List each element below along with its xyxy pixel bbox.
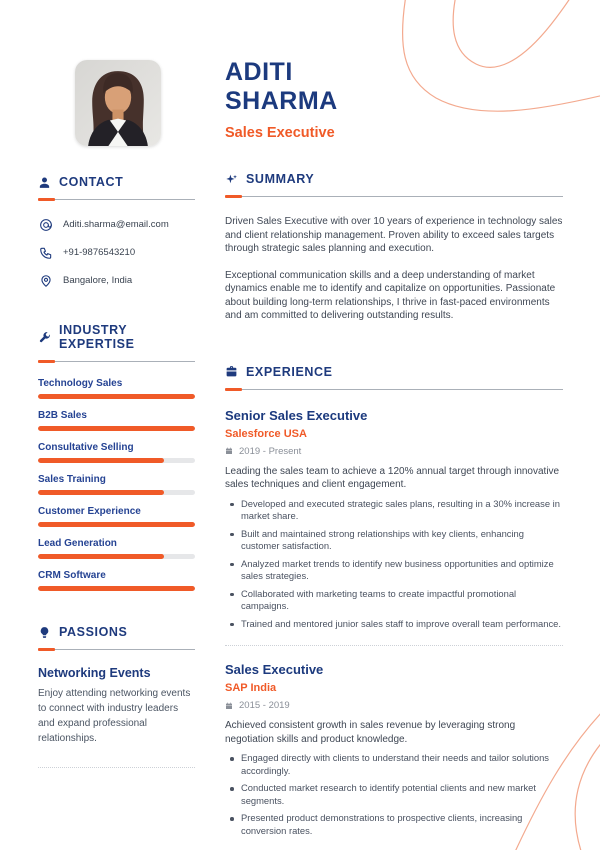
summary-paragraph: Exceptional communication skills and a deep understanding of market dynamics enable me to identify and capitalize on opportunities. Passionate about building long-term relationships, I thrive in fast-paced environments and am committed to delivering outstanding results. (225, 269, 556, 321)
dotted-separator (38, 767, 195, 768)
job-bullet: Built and maintained strong relationships with key clients, enhancing customer satisfaction. (225, 528, 563, 553)
skill-item (38, 378, 195, 399)
briefcase-icon (225, 365, 238, 378)
job-bullet: Engaged directly with clients to understand their needs and tailor solutions accordingly. (225, 752, 563, 777)
candidate-name-line2: SHARMA (225, 87, 338, 115)
skill-label: Sales Training (38, 474, 106, 485)
passion-title: Networking Events (38, 666, 151, 680)
contact-list (38, 217, 195, 288)
skill-bar-fill (38, 458, 164, 463)
skill-bar-track (38, 586, 195, 591)
skill-bar-fill (38, 554, 164, 559)
job-description: Leading the sales team to achieve a 120% annual target through innovative sales techniques and client engagement. (225, 465, 560, 490)
job-company: SAP India (225, 682, 277, 694)
calendar-icon (225, 447, 233, 455)
job-dates: 2019 - Present (239, 445, 302, 457)
contact-location-row (38, 273, 195, 288)
section-title: CONTACT (59, 175, 124, 189)
contact-email-row (38, 217, 195, 232)
skill-label: Consultative Selling (38, 442, 134, 453)
candidate-title: Sales Executive (225, 125, 335, 141)
skill-item (38, 474, 195, 495)
job-dates: 2015 - 2019 (239, 700, 290, 711)
contact-email-value: Aditi.sharma@email.com (63, 219, 169, 230)
skill-label: B2B Sales (38, 410, 87, 421)
section-title: EXPERIENCE (246, 364, 333, 379)
section-divider (225, 388, 563, 391)
skill-label: Lead Generation (38, 538, 117, 549)
job-bullet: Collaborated with marketing teams to create impactful promotional campaigns. (225, 588, 563, 613)
expertise-section (38, 323, 195, 591)
user-icon (38, 176, 51, 189)
section-divider (225, 195, 563, 198)
job-bullet-list (225, 498, 563, 631)
job-company: Salesforce USA (225, 427, 307, 440)
skill-bar-fill (38, 426, 195, 431)
skill-bar-fill (38, 586, 195, 591)
skills-list (38, 378, 195, 591)
skill-label: CRM Software (38, 570, 106, 581)
main-content (225, 58, 563, 837)
job-title: Senior Sales Executive (225, 407, 368, 423)
skill-bar-track (38, 458, 195, 463)
job-bullet: Developed and executed strategic sales plans, resulting in a 30% increase in market share. (225, 498, 563, 523)
location-icon (38, 273, 53, 288)
experience-job (225, 408, 563, 631)
calendar-icon (225, 702, 233, 710)
skill-label: Technology Sales (38, 378, 123, 389)
experience-heading (225, 365, 563, 379)
lightbulb-icon (38, 626, 51, 639)
skill-bar-track (38, 394, 195, 399)
skill-item (38, 506, 195, 527)
contact-phone-value: +91-9876543210 (63, 247, 136, 258)
summary-text (225, 215, 563, 323)
skill-item (38, 410, 195, 431)
section-divider (38, 648, 195, 651)
job-bullet: Conducted market research to identify potential clients and new market segments. (225, 782, 563, 807)
section-title: INDUSTRY EXPERTISE (59, 323, 135, 351)
skill-bar-fill (38, 490, 164, 495)
skill-bar-fill (38, 522, 195, 527)
section-title: PASSIONS (59, 625, 128, 639)
skill-label: Customer Experience (38, 506, 141, 517)
skill-item (38, 442, 195, 463)
passions-section (38, 625, 195, 768)
skill-item (38, 538, 195, 559)
job-title: Sales Executive (225, 662, 324, 677)
job-bullet: Presented product demonstrations to prospective clients, increasing conversion rates. (225, 812, 563, 837)
email-icon (38, 217, 53, 232)
passion-description: Enjoy attending networking events to connect with industry leaders and expand professional relationships. (38, 688, 191, 744)
sidebar (38, 60, 195, 768)
job-bullet: Trained and mentored junior sales staff to improve overall team performance. (225, 618, 563, 631)
job-date-row (225, 700, 563, 711)
skill-bar-track (38, 554, 195, 559)
skill-bar-track (38, 522, 195, 527)
job-date-row (225, 446, 563, 457)
portrait-illustration (75, 60, 161, 146)
summary-heading (225, 172, 563, 186)
profile-photo (75, 60, 161, 146)
job-description: Achieved consistent growth in sales revenue by leveraging strong negotiation skills and product knowledge. (225, 720, 516, 745)
candidate-name-line1: ADITI (225, 58, 293, 86)
contact-heading (38, 175, 195, 189)
skill-bar-track (38, 426, 195, 431)
passions-heading (38, 625, 195, 639)
phone-icon (38, 245, 53, 260)
expertise-heading (38, 323, 195, 351)
experience-job (225, 662, 563, 837)
skill-bar-fill (38, 394, 195, 399)
passion-item (38, 666, 195, 746)
section-divider (38, 360, 195, 363)
contact-location-value: Bangalore, India (63, 275, 133, 286)
summary-paragraph: Driven Sales Executive with over 10 years of experience in technology sales and client relationship management. Proven ability to exceed sales targets through strategic sales planning and execution. (225, 216, 563, 254)
section-title: SUMMARY (246, 172, 315, 186)
skill-item (38, 570, 195, 591)
name-block (225, 58, 563, 141)
dotted-separator (225, 645, 563, 646)
experience-section (225, 365, 563, 838)
section-divider (38, 198, 195, 201)
contact-phone-row (38, 245, 195, 260)
sparkle-icon (225, 173, 238, 186)
summary-section (225, 172, 563, 323)
curve-bottom-right-inner (575, 740, 600, 850)
skill-bar-track (38, 490, 195, 495)
job-bullet-list (225, 752, 563, 837)
wrench-icon (38, 331, 51, 344)
contact-section (38, 175, 195, 288)
job-bullet: Analyzed market trends to identify new business opportunities and optimize sales strategies. (225, 558, 563, 583)
